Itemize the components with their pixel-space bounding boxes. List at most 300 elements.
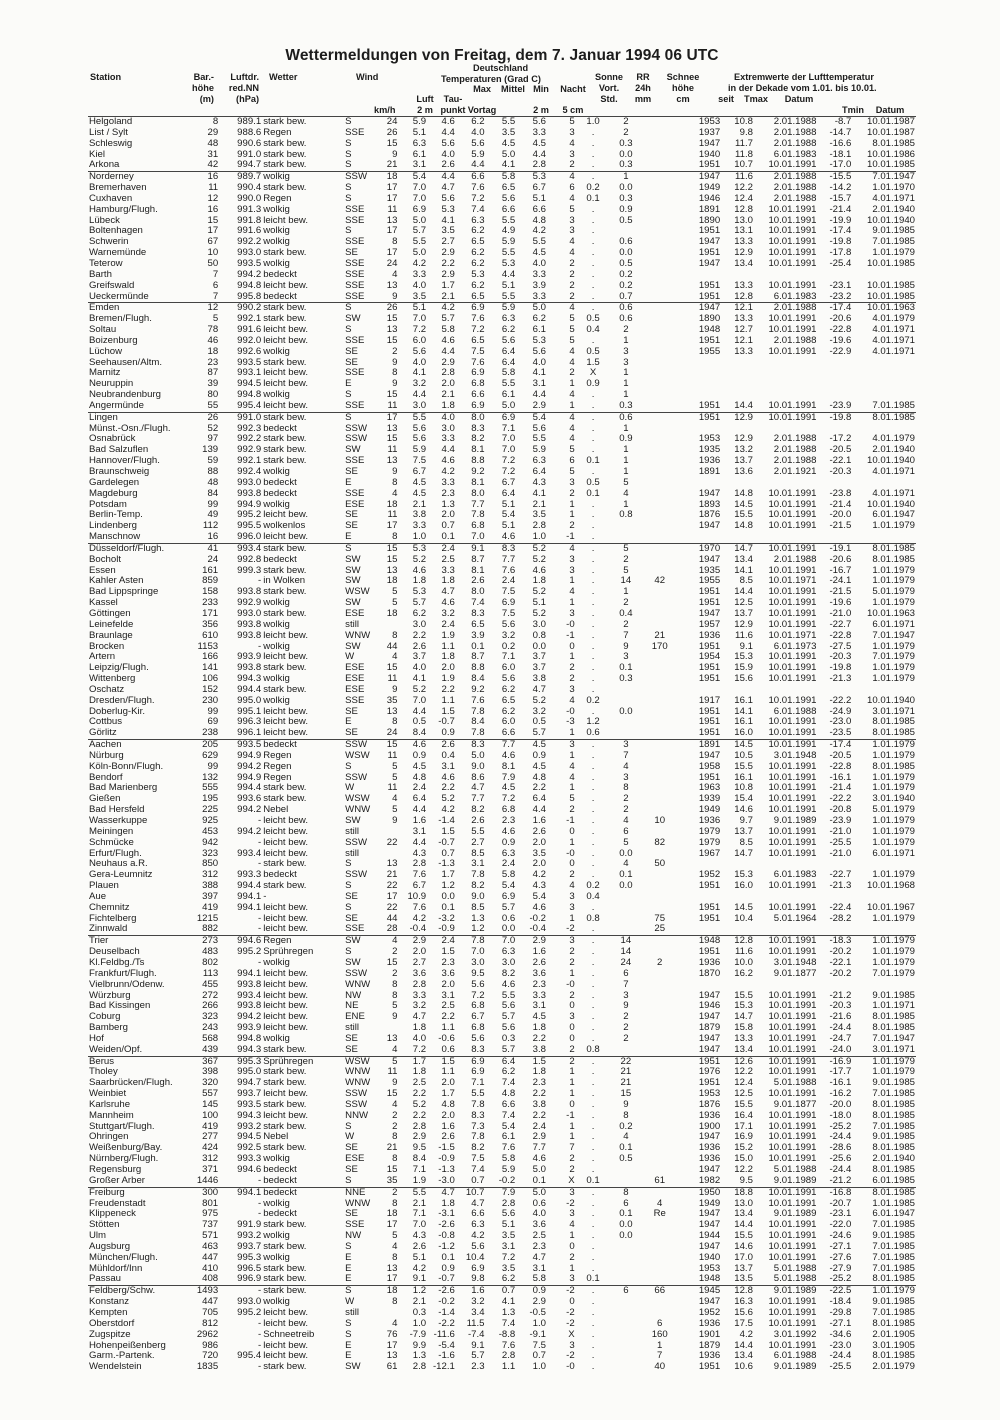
cell-wind-richtung: S (345, 138, 352, 149)
cell-station: Neuhaus a.R. (89, 859, 148, 870)
cell-max: 6.8 (471, 1001, 485, 1012)
cell-luft: -0.4 (409, 924, 427, 935)
cell-wetter: Regen (263, 127, 292, 138)
cell-schnee (641, 510, 678, 521)
cell-wind-richtung: S (345, 1318, 352, 1329)
cell-max: 7.0 (471, 532, 485, 543)
cell-tmax: 12.8 (721, 1286, 754, 1297)
cell-mittel: 3.2 (501, 630, 516, 641)
cell-wetter: bedeckt (263, 477, 297, 488)
cell-rr: 4 (623, 1132, 629, 1143)
cell-station: Seehausen/Altm. (89, 357, 163, 368)
cell-luft: 5.1 (412, 127, 427, 138)
cell-min: 4.4 (532, 149, 546, 160)
cell-wind-speed: 2 (392, 346, 398, 357)
cell-tmax: 16.0 (734, 728, 753, 739)
cell-min: 3.1 (532, 379, 546, 390)
cell-min: 3.8 (532, 1044, 546, 1055)
cell-tmax: 18.8 (721, 1187, 754, 1198)
cell-wetter: wolkig (263, 237, 290, 248)
cell-station: Leinefelde (89, 619, 134, 630)
cell-nacht: 2 (569, 674, 575, 685)
cell-tmin: -24.4 (829, 1132, 852, 1143)
cell-wind-speed: 8 (392, 1198, 398, 1209)
cell-tmax-datum: 10.01.1991 (768, 521, 817, 532)
cell-rr (611, 1045, 642, 1056)
cell-luft: 7.1 (412, 1165, 427, 1175)
cell-luftdruck: 994.2 (237, 761, 262, 772)
cell-schnee (641, 1023, 678, 1034)
cell-luftdruck: 992.1 (237, 314, 262, 325)
cell-wind-speed: 15 (386, 663, 398, 674)
cell-luft: 3.1 (412, 160, 427, 171)
table-row (88, 500, 916, 511)
cell-wind-richtung: S (345, 193, 352, 204)
cell-wind-richtung: S (345, 325, 352, 336)
cell-tmin: -16.6 (829, 138, 852, 149)
cell-max: 7.2 (471, 325, 485, 336)
cell-station: Emden (88, 303, 190, 314)
report-title: Wettermeldungen von Freitag, dem 7. Januar 1994 06 UTC (285, 47, 719, 64)
cell-mittel: 5.6 (501, 1001, 516, 1012)
cell-schnee (641, 521, 678, 532)
cell-station: Boizenburg (89, 335, 138, 346)
cell-luftdruck: 988.6 (237, 127, 262, 138)
cell-tmin: -27.9 (829, 1263, 852, 1274)
cell-seit: 1951 (678, 1056, 721, 1067)
cell-tmin-datum: 1.01.1985 (872, 1198, 915, 1209)
cell-tmax-datum: 10.01.1991 (768, 772, 817, 783)
cell-tmin: -16.8 (817, 1187, 852, 1198)
cell-seit: 1952 (698, 870, 721, 881)
cell-wetter: leicht bew. (263, 968, 308, 979)
cell-sonne: . (591, 587, 595, 598)
cell-tmin: -15.7 (829, 193, 852, 204)
cell-tmin-datum: 1.01.1979 (872, 947, 915, 958)
cell-tmax-datum: 2.01.1988 (773, 138, 817, 149)
cell-wetter: stark bew. (263, 116, 307, 127)
cell-station: Brocken (89, 641, 125, 652)
cell-luft: 4.6 (412, 565, 427, 576)
cell-nacht: 4 (569, 587, 575, 598)
cell-station: Artern (89, 652, 116, 663)
cell-luft: 5.1 (398, 303, 427, 314)
cell-tmax-datum: 10.01.1991 (768, 1297, 817, 1308)
cell-tmax (721, 358, 754, 369)
cell-tmin: -24.4 (829, 1165, 852, 1175)
cell-sonne: . (591, 706, 595, 717)
cell-min: 4.1 (532, 368, 546, 379)
cell-wind-richtung: S (345, 149, 352, 160)
cell-wind-richtung: S (345, 116, 352, 127)
cell-mittel: 5.7 (501, 1044, 516, 1055)
cell-min: 4.5 (532, 761, 546, 772)
cell-max: 8.8 (471, 663, 485, 674)
cell-luftdruck: 994.2 (237, 826, 262, 837)
cell-seit: 1917 (698, 695, 721, 706)
cell-max: 7.2 (471, 193, 485, 204)
cell-sonne: . (576, 303, 611, 314)
cell-luftdruck: 989.1 (237, 116, 262, 127)
cell-max: 6.5 (471, 335, 485, 346)
cell-luftdruck: 992.8 (237, 554, 262, 565)
cell-wind-richtung: SE (345, 248, 358, 259)
cell-station: Kl.Feldbg./Ts (89, 957, 145, 968)
cell-taupunkt: -1.2 (438, 1241, 455, 1252)
cell-seit: 1950 (678, 1187, 721, 1198)
table-row (88, 958, 916, 969)
cell-wind-richtung: S (345, 1121, 352, 1132)
cell-wind-speed: 17 (386, 521, 398, 532)
cell-station: Schmücke (89, 837, 134, 848)
table-row (88, 751, 916, 762)
cell-wind-speed: 13 (386, 456, 398, 467)
cell-nacht: 2 (569, 368, 575, 379)
cell-tmin-datum: 1.01.1979 (852, 1286, 916, 1297)
cell-wetter: bedeckt (263, 1175, 297, 1186)
cell-mittel: 6.6 (501, 728, 516, 739)
cell-taupunkt: 2.0 (441, 379, 455, 390)
cell-nacht: 4 (569, 695, 575, 706)
table-row (88, 1297, 916, 1308)
cell-min: 6.1 (532, 325, 546, 336)
cell-wetter: bedeckt (263, 554, 297, 565)
cell-tmin-datum: 8.01.1985 (872, 761, 915, 772)
cell-wetter: wolkig (263, 957, 290, 968)
cell-rr: 2 (623, 805, 629, 816)
cell-barhoehe: 850 (202, 859, 219, 870)
cell-wind-richtung: still (345, 1023, 360, 1034)
cell-rr: 1 (623, 368, 629, 379)
cell-barhoehe: 312 (202, 1154, 219, 1165)
cell-tmin-datum: 8.01.1985 (872, 728, 915, 739)
cell-tmax: 15.9 (734, 663, 753, 674)
cell-taupunkt: 0.9 (441, 1263, 455, 1274)
cell-barhoehe: 801 (202, 1198, 219, 1209)
cell-wind-speed: 5 (376, 1056, 399, 1067)
cell-barhoehe: 161 (202, 565, 219, 576)
cell-nacht: 1 (569, 379, 575, 390)
cell-mittel: 6.5 (501, 695, 516, 706)
cell-wind-richtung: S (345, 226, 352, 237)
cell-min: 1.8 (532, 576, 546, 587)
cell-min: 3.2 (532, 706, 546, 717)
cell-tmin-datum: 8.01.1985 (872, 1110, 915, 1121)
cell-tmin-datum: 1.01.1979 (872, 663, 915, 674)
cell-tmax-datum: 2.01.1988 (773, 445, 817, 456)
cell-station: Passau (89, 1274, 121, 1285)
cell-max: 6.2 (471, 226, 485, 237)
cell-station: Wasserkuppe (89, 816, 148, 826)
cell-schnee (641, 1220, 678, 1231)
cell-luftdruck: 991.0 (237, 149, 262, 160)
cell-max: 9.2 (471, 467, 485, 477)
cell-tmax: 15.2 (734, 1143, 753, 1154)
cell-taupunkt: 3.1 (441, 990, 455, 1001)
cell-tmax: 8.5 (739, 837, 753, 848)
cell-seit (678, 478, 721, 489)
cell-rr: 2 (623, 794, 629, 805)
cell-schnee (641, 1056, 678, 1067)
cell-tmax-datum: 10.01.1991 (754, 1187, 818, 1198)
cell-seit: 1947 (698, 1297, 721, 1308)
cell-nacht: -2 (566, 1307, 575, 1318)
cell-station: Doberlug-Kir. (89, 706, 145, 717)
table-row (88, 281, 916, 292)
cell-taupunkt: 4.6 (441, 116, 455, 127)
cell-barhoehe: 97 (207, 434, 219, 445)
cell-barhoehe: 171 (202, 608, 219, 619)
cell-barhoehe: 555 (202, 783, 219, 794)
cell-nacht: 4 (569, 138, 575, 149)
cell-nacht: 3 (569, 565, 575, 576)
cell-seit (678, 424, 721, 435)
cell-luft: 2.8 (412, 979, 427, 990)
cell-luftdruck: 994.9 (237, 750, 262, 761)
cell-barhoehe: 24 (207, 554, 219, 565)
cell-station: Lüchow (89, 346, 123, 357)
table-row (88, 347, 916, 358)
cell-rr: 0.3 (619, 674, 633, 685)
header-rr-3: mm (634, 94, 652, 104)
cell-tmin: -19.8 (817, 412, 852, 423)
cell-wind-richtung: SW (345, 598, 361, 609)
cell-min: 4.6 (532, 902, 546, 913)
cell-taupunkt: 3.0 (441, 423, 455, 434)
cell-nacht: 2 (569, 1252, 575, 1263)
cell-tmin: -22.4 (829, 902, 852, 913)
cell-station: Greifswald (89, 280, 135, 291)
cell-station: Braunlage (89, 630, 133, 641)
cell-seit: 1951 (698, 226, 721, 237)
cell-barhoehe: 52 (207, 423, 219, 434)
cell-tmax: 13.3 (734, 1033, 753, 1044)
cell-sonne: . (591, 1252, 595, 1263)
cell-seit: 1951 (698, 706, 721, 717)
cell-barhoehe: 7 (212, 269, 219, 280)
cell-rr: 7 (623, 979, 629, 990)
cell-wetter: stark bew. (263, 357, 307, 368)
cell-tmax-datum: 9.01.1989 (773, 816, 817, 826)
cell-rr (611, 1297, 642, 1308)
cell-seit: 1890 (698, 314, 721, 325)
cell-seit (678, 390, 721, 401)
cell-tmax-datum: 10.01.1991 (768, 1132, 817, 1143)
cell-station: Öhringen (89, 1132, 129, 1143)
cell-nacht: 2 (569, 258, 575, 269)
cell-taupunkt: 1.8 (441, 652, 455, 663)
cell-sonne: . (591, 619, 595, 630)
cell-mittel: 5.1 (501, 521, 516, 532)
cell-taupunkt: 2.3 (441, 488, 455, 499)
cell-barhoehe: 447 (202, 1252, 219, 1263)
cell-tmax: 13.3 (734, 280, 753, 291)
cell-barhoehe: 99 (207, 761, 219, 772)
cell-sonne: 0.1 (586, 456, 600, 467)
cell-wind-speed (376, 827, 399, 838)
cell-luftdruck: 992.5 (237, 1143, 262, 1154)
header-station: Station (90, 72, 122, 82)
cell-tmin: -22.8 (829, 325, 852, 336)
cell-tmax-datum: 10.01.1991 (768, 1143, 817, 1154)
cell-max: 7.8 (471, 728, 485, 739)
cell-schnee (641, 150, 678, 161)
cell-schnee (641, 412, 678, 423)
cell-sonne: . (591, 1012, 595, 1023)
cell-luftdruck: 993.4 (237, 990, 262, 1001)
table-row (88, 543, 916, 554)
cell-luft: 4.2 (412, 1263, 427, 1274)
cell-rr (611, 892, 642, 903)
cell-schnee (641, 652, 678, 663)
cell-tmin-datum: 7.01.1985 (872, 1121, 915, 1132)
cell-wind-speed: 4 (392, 488, 398, 499)
cell-luftdruck: 993.8 (237, 587, 262, 598)
cell-tmin-datum: 3.01.1940 (872, 794, 915, 805)
cell-tmin: -17.4 (817, 740, 852, 751)
cell-rr: 2 (623, 127, 629, 138)
cell-nacht: 3 (569, 149, 575, 160)
cell-station: Ueckermünde (89, 291, 149, 302)
cell-wetter: wolkig (263, 499, 290, 510)
cell-seit (678, 532, 721, 543)
cell-schnee (641, 980, 678, 991)
cell-max: 9.8 (471, 1274, 485, 1285)
cell-max: 8.4 (471, 674, 485, 685)
cell-seit: 1936 (698, 957, 721, 968)
cell-wind-richtung: WNW (345, 1067, 371, 1078)
cell-wind-speed: 13 (386, 423, 398, 434)
cell-mittel: 6.4 (501, 346, 516, 357)
cell-mittel: 7.9 (486, 1187, 517, 1198)
cell-tmin: -18.3 (817, 936, 852, 947)
cell-wind-richtung: SSE (345, 237, 365, 248)
cell-rr: 3 (623, 346, 629, 357)
cell-wetter: leicht bew. (263, 335, 308, 346)
cell-tmax-datum: 10.01.1991 (754, 740, 818, 751)
cell-tmax: 8.5 (739, 576, 753, 587)
cell-min: 2.0 (532, 859, 546, 870)
cell-tmin: -17.7 (829, 1067, 852, 1078)
cell-rr: 0.2 (619, 269, 633, 280)
cell-barhoehe: 59 (207, 456, 219, 467)
cell-nacht: -0 (566, 848, 575, 859)
cell-barhoehe: 88 (207, 467, 219, 477)
cell-luft: 6.1 (412, 149, 427, 160)
cell-mittel: 4.6 (501, 979, 516, 990)
cell-station: Deuselbach (89, 947, 140, 958)
cell-schnee (641, 347, 678, 358)
cell-tmin-datum: 8.01.1985 (872, 1143, 915, 1154)
cell-tmax-datum: 3.01.1948 (773, 750, 817, 761)
cell-tmax-datum: 6.01.1973 (773, 641, 817, 652)
cell-wind-richtung: S (345, 881, 352, 892)
cell-min: 6.2 (532, 314, 546, 325)
cell-wetter: stark bew. (263, 445, 307, 456)
cell-tmin-datum: 7.01.1985 (872, 1307, 915, 1318)
cell-sonne: . (591, 794, 595, 805)
cell-max: 10.7 (456, 1187, 486, 1198)
cell-tmax: 9.5 (739, 1175, 753, 1186)
cell-sonne: . (591, 237, 595, 248)
cell-tmax: 10.5 (734, 750, 753, 761)
cell-tmax-datum (754, 980, 818, 991)
cell-taupunkt: 2.0 (441, 510, 455, 521)
cell-seit: 1982 (698, 1175, 721, 1186)
cell-taupunkt: 3.3 (441, 434, 455, 445)
cell-wind-richtung: SW (345, 314, 361, 325)
cell-luft: 2.2 (412, 630, 427, 641)
header-bar-2: höhe (192, 83, 214, 93)
cell-luftdruck: 992.1 (237, 456, 262, 467)
cell-wetter: leicht bew. (263, 1012, 308, 1023)
cell-luft: 5.5 (398, 412, 427, 423)
cell-sonne: . (591, 924, 595, 935)
cell-seit: 1876 (698, 1099, 721, 1110)
cell-min: 4.4 (532, 390, 546, 401)
cell-tmin-datum: 8.01.1985 (872, 1318, 915, 1329)
cell-luftdruck: 992.6 (237, 346, 262, 357)
cell-wind-richtung: still (345, 1307, 360, 1318)
cell-tmin-datum: 8.01.1985 (872, 1099, 915, 1110)
cell-mittel: 6.7 (501, 477, 516, 488)
cell-wetter: leicht bew. (263, 400, 308, 411)
cell-tmin: -20.3 (829, 467, 852, 477)
cell-rr (611, 1264, 642, 1275)
cell-sonne: . (591, 1099, 595, 1110)
cell-tmax-datum (754, 892, 818, 903)
cell-sonne: . (576, 172, 611, 183)
cell-wind-speed: 15 (386, 1089, 398, 1100)
cell-taupunkt: 0.1 (441, 1252, 455, 1263)
cell-station: Bad Lippspringe (89, 587, 159, 598)
cell-barhoehe: 12 (190, 303, 219, 314)
cell-seit: 1948 (698, 1274, 721, 1285)
cell-station: Münst.-Osn./Flugh. (89, 423, 171, 434)
cell-min: 6.6 (532, 204, 546, 215)
cell-min: 5.9 (532, 445, 546, 456)
cell-mittel: 4.6 (501, 532, 516, 543)
cell-schnee (641, 717, 678, 728)
cell-barhoehe: 10 (207, 248, 219, 259)
cell-min: 4.5 (532, 1012, 546, 1023)
cell-station: Braunschweig (89, 467, 150, 477)
cell-mittel: 6.9 (486, 412, 517, 423)
cell-wind-speed: 5 (392, 587, 398, 598)
cell-station: Aachen (88, 740, 190, 751)
cell-wind-speed: 4 (392, 1318, 398, 1329)
cell-nacht: 2 (547, 1056, 576, 1067)
cell-taupunkt: -3.0 (438, 1175, 455, 1186)
cell-mittel: 2.4 (501, 859, 516, 870)
cell-luft: 3.1 (412, 826, 427, 837)
header-deutschland: Deutschland (473, 63, 529, 73)
cell-wind-speed: 13 (386, 215, 398, 226)
cell-taupunkt: 4.0 (427, 412, 456, 423)
cell-mittel: 8.1 (501, 761, 516, 772)
cell-wind-richtung: SSE (345, 695, 365, 706)
cell-mittel: 6.8 (501, 805, 516, 816)
cell-wetter: stark bew. (262, 412, 344, 423)
cell-taupunkt: 4.8 (441, 1099, 455, 1110)
cell-nacht: 0 (569, 641, 575, 652)
cell-taupunkt: 1.9 (441, 674, 455, 685)
cell-wind-speed: 2 (392, 1121, 398, 1132)
table-row (88, 728, 916, 739)
cell-nacht: 4 (569, 423, 575, 434)
cell-luft: 3.0 (412, 400, 427, 411)
cell-rr (611, 1341, 642, 1352)
